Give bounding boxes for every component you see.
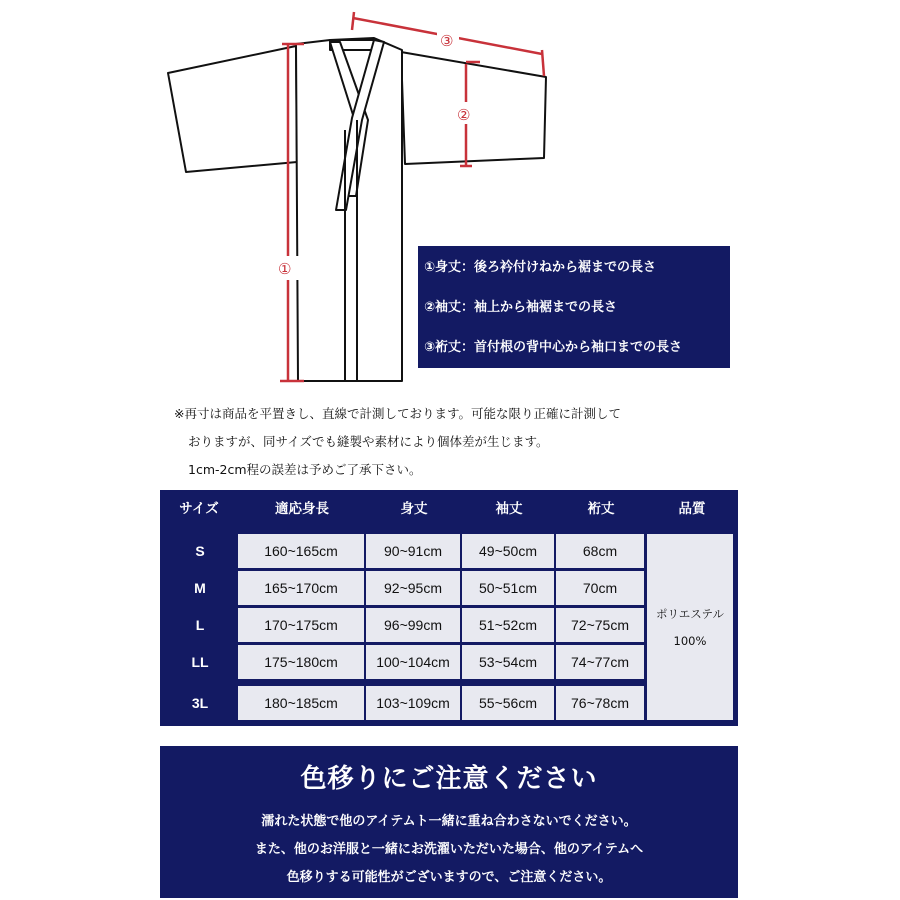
marker-2: ② [457, 106, 471, 124]
header-yuki: 裄丈 [587, 501, 615, 517]
cell-size: M [166, 571, 234, 605]
measurement-legend [418, 246, 730, 368]
cell-body-length: 90~91cm [366, 534, 460, 568]
notice-line: 濡れた状態で他のアイテムト一緒に重ね合わさないでください。 [261, 814, 637, 829]
cell-size: 3L [166, 686, 234, 720]
notice-body [160, 808, 738, 892]
cell-height: 170~175cm [238, 608, 364, 642]
notice-title: 色移りにご注意ください [300, 764, 598, 794]
cell-body-length: 103~109cm [366, 686, 460, 720]
cell-yuki: 74~77cm [556, 645, 644, 679]
header-size: サイズ [179, 501, 219, 517]
note-line: 1cm-2cm程の誤差は予めご了承下さい。 [188, 462, 422, 477]
cell-sleeve-length: 49~50cm [462, 534, 554, 568]
cell-height: 160~165cm [238, 534, 364, 568]
cell-body-length: 100~104cm [366, 645, 460, 679]
header-body-length: 身丈 [400, 501, 428, 517]
cell-yuki: 76~78cm [556, 686, 644, 720]
legend-item-body-length: ①身丈：後ろ衿付けねから裾までの長さ [424, 260, 657, 275]
measurement-notes [174, 400, 621, 484]
color-transfer-notice [160, 746, 738, 898]
notice-line: 色移りする可能性がございますので、ご注意ください。 [286, 870, 612, 885]
cell-sleeve-length: 50~51cm [462, 571, 554, 605]
cell-sleeve-length: 55~56cm [462, 686, 554, 720]
legend-item-yuki-length: ③裄丈：首付根の背中心から袖口までの長さ [424, 340, 683, 355]
cell-yuki: 68cm [556, 534, 644, 568]
note-line: ※再寸は商品を平置きし、直線で計測しております。可能な限り正確に計測して [174, 406, 621, 421]
cell-size: LL [166, 645, 234, 679]
size-table [160, 490, 738, 726]
cell-sleeve-length: 51~52cm [462, 608, 554, 642]
note-line: おりますが、同サイズでも縫製や素材により個体差が生じます。 [188, 434, 549, 449]
cell-body-length: 92~95cm [366, 571, 460, 605]
cell-size: L [166, 608, 234, 642]
cell-yuki: 72~75cm [556, 608, 644, 642]
marker-3: ③ [440, 32, 454, 50]
header-sleeve-length: 袖丈 [495, 501, 523, 517]
marker-1: ① [278, 260, 292, 278]
material-percent: 100% [673, 634, 707, 648]
header-height: 適応身長 [275, 501, 329, 517]
cell-yuki: 70cm [556, 571, 644, 605]
cell-height: 180~185cm [238, 686, 364, 720]
material-cell [647, 534, 733, 720]
notice-line: また、他のお洋服と一緒にお洗濯いただいた場合、他のアイテムへ [254, 842, 644, 857]
header-material: 品質 [678, 501, 706, 517]
cell-sleeve-length: 53~54cm [462, 645, 554, 679]
cell-height: 165~170cm [238, 571, 364, 605]
legend-item-sleeve-length: ②袖丈：袖上から袖裾までの長さ [424, 300, 618, 315]
cell-size: S [166, 534, 234, 568]
cell-height: 175~180cm [238, 645, 364, 679]
cell-body-length: 96~99cm [366, 608, 460, 642]
material-name: ポリエステル [656, 607, 724, 621]
